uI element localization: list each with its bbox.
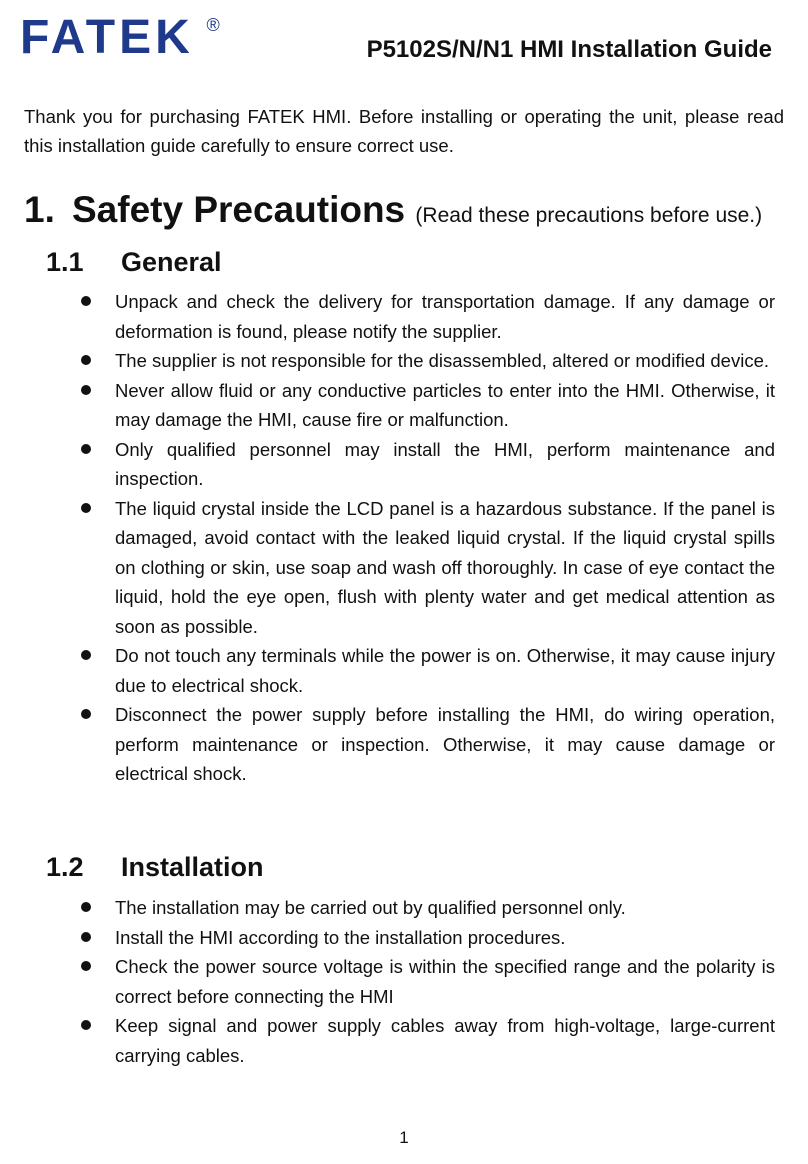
bullet-icon — [81, 932, 91, 942]
bullet-icon — [81, 650, 91, 660]
subsection-heading-general — [46, 246, 222, 278]
registered-mark: ® — [206, 15, 220, 35]
section-heading-safety — [24, 188, 762, 238]
list-item: The liquid crystal inside the LCD panel is a hazardous substance. If the panel is damaged, avoid contact with the leaked liquid crystal. If the liquid crystal spills on clothing or skin, use soap and wash off thoroughly. In case of eye contact the liquid, hold the eye open, flush with plenty water and get medical attention as soon as possible. — [0, 494, 775, 642]
subsection-heading-installation — [46, 851, 264, 883]
intro-paragraph: Thank you for purchasing FATEK HMI. Before installing or operating the unit, please read this installation guide carefully to ensure correct use. — [24, 106, 784, 156]
list-item: The installation may be carried out by qualified personnel only. — [0, 893, 775, 923]
subsection-number: 1.2 — [46, 852, 84, 882]
subsection-title: General — [121, 247, 222, 277]
list-item: The supplier is not responsible for the disassembled, altered or modified device. — [0, 346, 775, 376]
bullet-icon — [81, 1020, 91, 1030]
list-item: Do not touch any terminals while the power is on. Otherwise, it may cause injury due to electrical shock. — [0, 641, 775, 700]
bullet-icon — [81, 444, 91, 454]
list-item: Keep signal and power supply cables away from high-voltage, large-current carrying cables. — [0, 1011, 775, 1070]
fatek-logo — [20, 11, 220, 64]
subsection-number: 1.1 — [46, 247, 84, 277]
section-number: 1. — [24, 189, 55, 230]
list-item: Install the HMI according to the installation procedures. — [0, 923, 775, 953]
page-number: 1 — [399, 1128, 409, 1147]
document-title: P5102S/N/N1 HMI Installation Guide — [366, 36, 772, 63]
bullet-icon — [81, 709, 91, 719]
general-list — [0, 287, 808, 789]
list-item: Only qualified personnel may install the HMI, perform maintenance and inspection. — [0, 435, 775, 494]
bullet-icon — [81, 385, 91, 395]
subsection-title: Installation — [121, 852, 264, 882]
list-item: Check the power source voltage is within the specified range and the polarity is correct before connecting the HMI — [0, 952, 775, 1011]
bullet-icon — [81, 902, 91, 912]
logo-text: FATEK — [20, 11, 194, 64]
list-item: Never allow fluid or any conductive particles to enter into the HMI. Otherwise, it may damage the HMI, cause fire or malfunction. — [0, 376, 775, 435]
section-title: Safety Precautions — [72, 189, 406, 230]
list-item: Disconnect the power supply before installing the HMI, do wiring operation, perform maintenance or inspection. Otherwise, it may cause damage or electrical shock. — [0, 700, 775, 789]
section-note: (Read these precautions before use.) — [415, 204, 763, 227]
bullet-icon — [81, 503, 91, 513]
bullet-icon — [81, 355, 91, 365]
bullet-icon — [81, 961, 91, 971]
bullet-icon — [81, 296, 91, 306]
installation-list — [0, 893, 808, 1070]
list-item: Unpack and check the delivery for transportation damage. If any damage or deformation is found, please notify the supplier. — [0, 287, 775, 346]
